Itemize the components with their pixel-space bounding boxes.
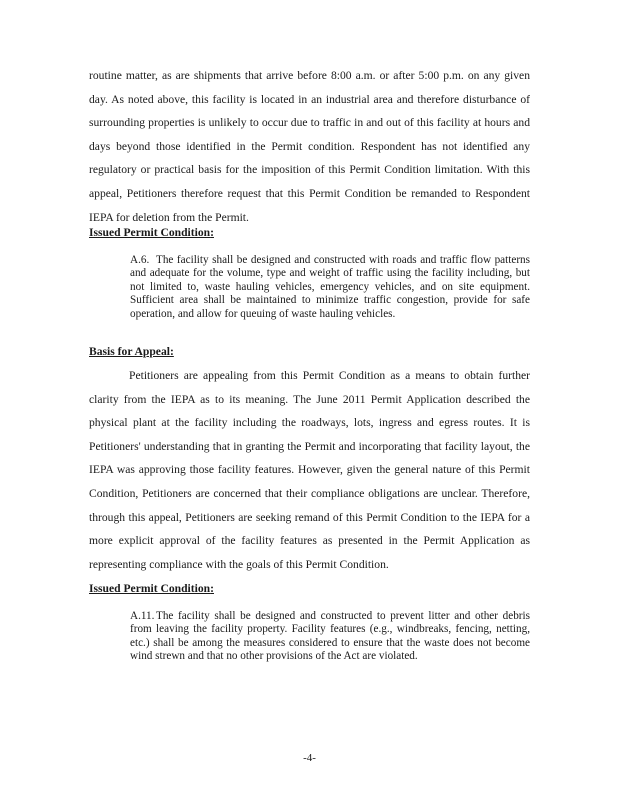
condition-number: A.11. [130, 610, 155, 622]
section-heading-text: Issued Permit Condition [89, 582, 211, 595]
condition-number: A.6. [130, 254, 150, 266]
basis-for-appeal-paragraph: Petitioners are appealing from this Permit Condition as a means to obtain further clarity from the IEPA as to its meaning. The June 2011 Permit Application described the physical plant at the facility including the roadways, lots, ingress and egress routes. It is Petitioners' understanding that in granting the Permit and incorporating that facility layout, the IEPA was approving those facility features. However, given the general nature of this Permit Condition, Petitioners are concerned that their compliance obligations are unclear. Therefore, through this appeal, Petitioners are seeking remand of this Permit Condition to the IEPA for a more explicit approval of the facility features as presented in the Permit Application as representing compliance with the goals of this Permit Condition. [89, 369, 530, 571]
permit-condition-a11 [130, 610, 530, 664]
condition-text: The facility shall be designed and constructed to prevent litter and other debris from leaving the facility property. Facility features (e.g., windbreaks, fencing, netting, etc.) shall be among the measures considered to ensure that the waste does not become wind strewn and that no other provisions of the Act are violated. [130, 610, 530, 663]
permit-condition-a6 [130, 254, 530, 321]
section-heading-basis-for-appeal: Basis for Appeal: [89, 345, 174, 358]
section-heading-issued-permit-condition-a6: Issued Permit Condition: [89, 226, 214, 239]
condition-text: The facility shall be designed and constructed with roads and traffic flow patterns and adequate for the volume, type and weight of traffic using the facility including, but not limited to, waste hauling vehicles, emergency vehicles, and on site equipment. Sufficient area shall be maintained to minimize traffic congestion, provide for safe operation, and allow for queuing of waste hauling vehicles. [130, 254, 530, 320]
section-heading-text: Issued Permit Condition [89, 226, 211, 239]
section-heading-issued-permit-condition-a11: Issued Permit Condition: [89, 582, 214, 595]
page-number: -4- [303, 752, 316, 764]
section-heading-text: Basis for Appeal [89, 345, 170, 358]
continuation-paragraph: routine matter, as are shipments that arrive before 8:00 a.m. or after 5:00 p.m. on any given day. As noted above, this facility is located in an industrial area and therefore disturbance of surrounding properties is unlikely to occur due to traffic in and out of this facility at hours and days beyond those identified in the Permit condition. Respondent has not identified any regulatory or practical basis for the imposition of this Permit Condition limitation. With this appeal, Petitioners therefore request that this Permit Condition be remanded to Respondent IEPA for deletion from the Permit. [89, 69, 530, 224]
